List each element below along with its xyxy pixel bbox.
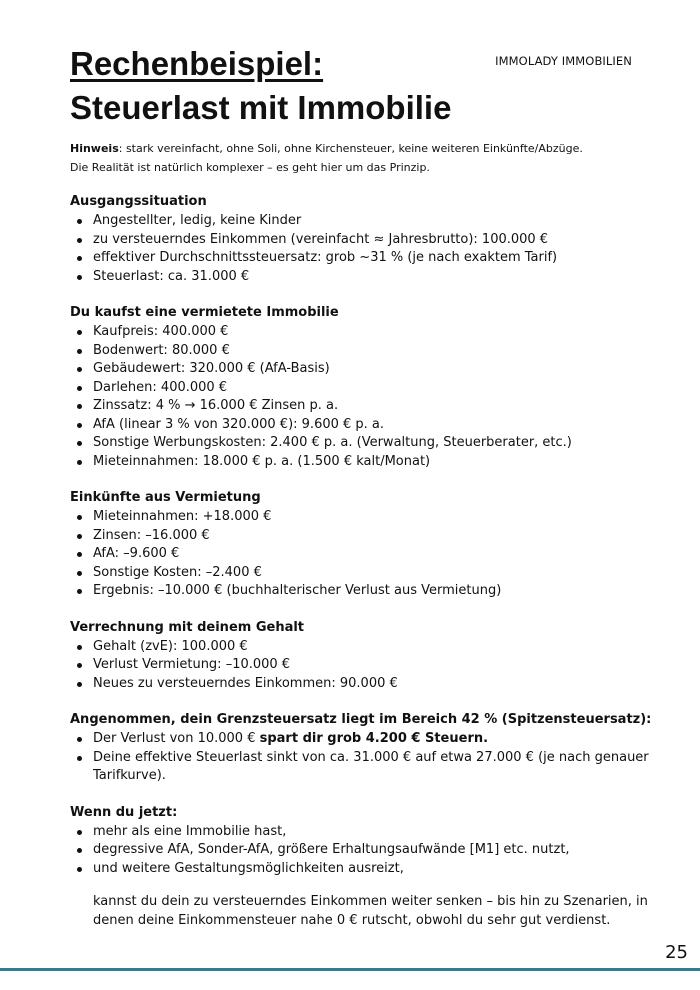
list-item: Angestellter, ledig, keine Kinder [93,212,660,231]
section-immobilie [70,303,660,471]
bullet-list [70,508,660,601]
section-heading: Du kaufst eine vermietete Immobilie [70,305,339,320]
bullet-list [70,638,660,694]
list-item: zu versteuerndes Einkommen (vereinfacht ≈ Jahresbrutto): 100.000 € [93,231,660,250]
list-item: Sonstige Kosten: –2.400 € [93,564,660,583]
title-line-2: Steuerlast mit Immobilie [70,89,452,126]
list-item [93,730,660,749]
section-ausgangssituation [70,192,660,286]
list-item: und weitere Gestaltungsmöglichkeiten ausreizt, [93,860,660,879]
list-item: degressive AfA, Sonder-AfA, größere Erhaltungsaufwände [M1] etc. nutzt, [93,841,660,860]
note-text-2: Die Realität ist natürlich komplexer – es geht hier um das Prinzip. [70,161,430,174]
list-item-text: Der Verlust von 10.000 € [93,731,260,746]
bullet-list [70,730,660,786]
section-heading: Verrechnung mit deinem Gehalt [70,619,305,635]
list-item: AfA (linear 3 % von 320.000 €): 9.600 € p. a. [93,416,660,435]
list-item: Zinssatz: 4 % → 16.000 € Zinsen p. a. [93,397,660,416]
list-item: Neues zu versteuerndes Einkommen: 90.000 € [93,675,660,694]
section-heading: Wenn du jetzt: [70,804,178,820]
list-item: Kaufpreis: 400.000 € [93,323,660,342]
section-wenn-du-jetzt [70,803,660,931]
bullet-list [70,323,660,471]
list-item: Mieteinnahmen: 18.000 € p. a. (1.500 € kalt/Monat) [93,453,660,472]
note [70,139,650,177]
list-item: Darlehen: 400.000 € [93,379,660,398]
title-line-1: Rechenbeispiel: [70,45,324,82]
list-item: Verlust Vermietung: –10.000 € [93,656,660,675]
section-einkuenfte [70,488,660,601]
conclusion-paragraph: kannst du dein zu versteuerndes Einkommen weiter senken – bis hin zu Szenarien, in denen deine Einkommensteuer nahe 0 € rutscht, obwohl du sehr gut verdienst. [93,894,648,928]
list-item: Gehalt (zvE): 100.000 € [93,638,660,657]
note-text-1: : stark vereinfacht, ohne Soli, ohne Kirchensteuer, keine weiteren Einkünfte/Abzüge. [118,142,583,155]
list-item: AfA: –9.600 € [93,545,660,564]
footer-divider [0,968,700,971]
section-heading: Ausgangssituation [70,194,207,209]
list-item: Zinsen: –16.000 € [93,527,660,546]
section-verrechnung [70,618,660,694]
page-title [70,42,451,130]
section-heading: Angenommen, dein Grenzsteuersatz liegt im Bereich 42 % (Spitzensteuersatz): [70,712,652,727]
list-item-emphasis: spart dir grob 4.200 € Steuern. [259,731,489,746]
brand-label: IMMOLADY IMMOBILIEN [495,54,632,68]
list-item: effektiver Durchschnittssteuersatz: grob ~31 % (je nach exaktem Tarif) [93,249,660,268]
list-item: Steuerlast: ca. 31.000 € [93,268,660,287]
list-item: Bodenwert: 80.000 € [93,342,660,361]
list-item: Mieteinnahmen: +18.000 € [93,508,660,527]
bullet-list [70,823,660,879]
list-item: Gebäudewert: 320.000 € (AfA-Basis) [93,360,660,379]
section-grenzsteuersatz [70,710,660,786]
list-item: Deine effektive Steuerlast sinkt von ca. 31.000 € auf etwa 27.000 € (je nach genauer Tarifkurve). [93,749,660,786]
list-item: Ergebnis: –10.000 € (buchhalterischer Verlust aus Vermietung) [93,582,660,601]
page-number: 25 [665,942,688,963]
list-item: Sonstige Werbungskosten: 2.400 € p. a. (Verwaltung, Steuerberater, etc.) [93,434,660,453]
list-item: mehr als eine Immobilie hast, [93,823,660,842]
section-heading: Einkünfte aus Vermietung [70,490,261,505]
bullet-list [70,212,660,286]
content [70,192,660,947]
note-label: Hinweis [70,142,119,155]
